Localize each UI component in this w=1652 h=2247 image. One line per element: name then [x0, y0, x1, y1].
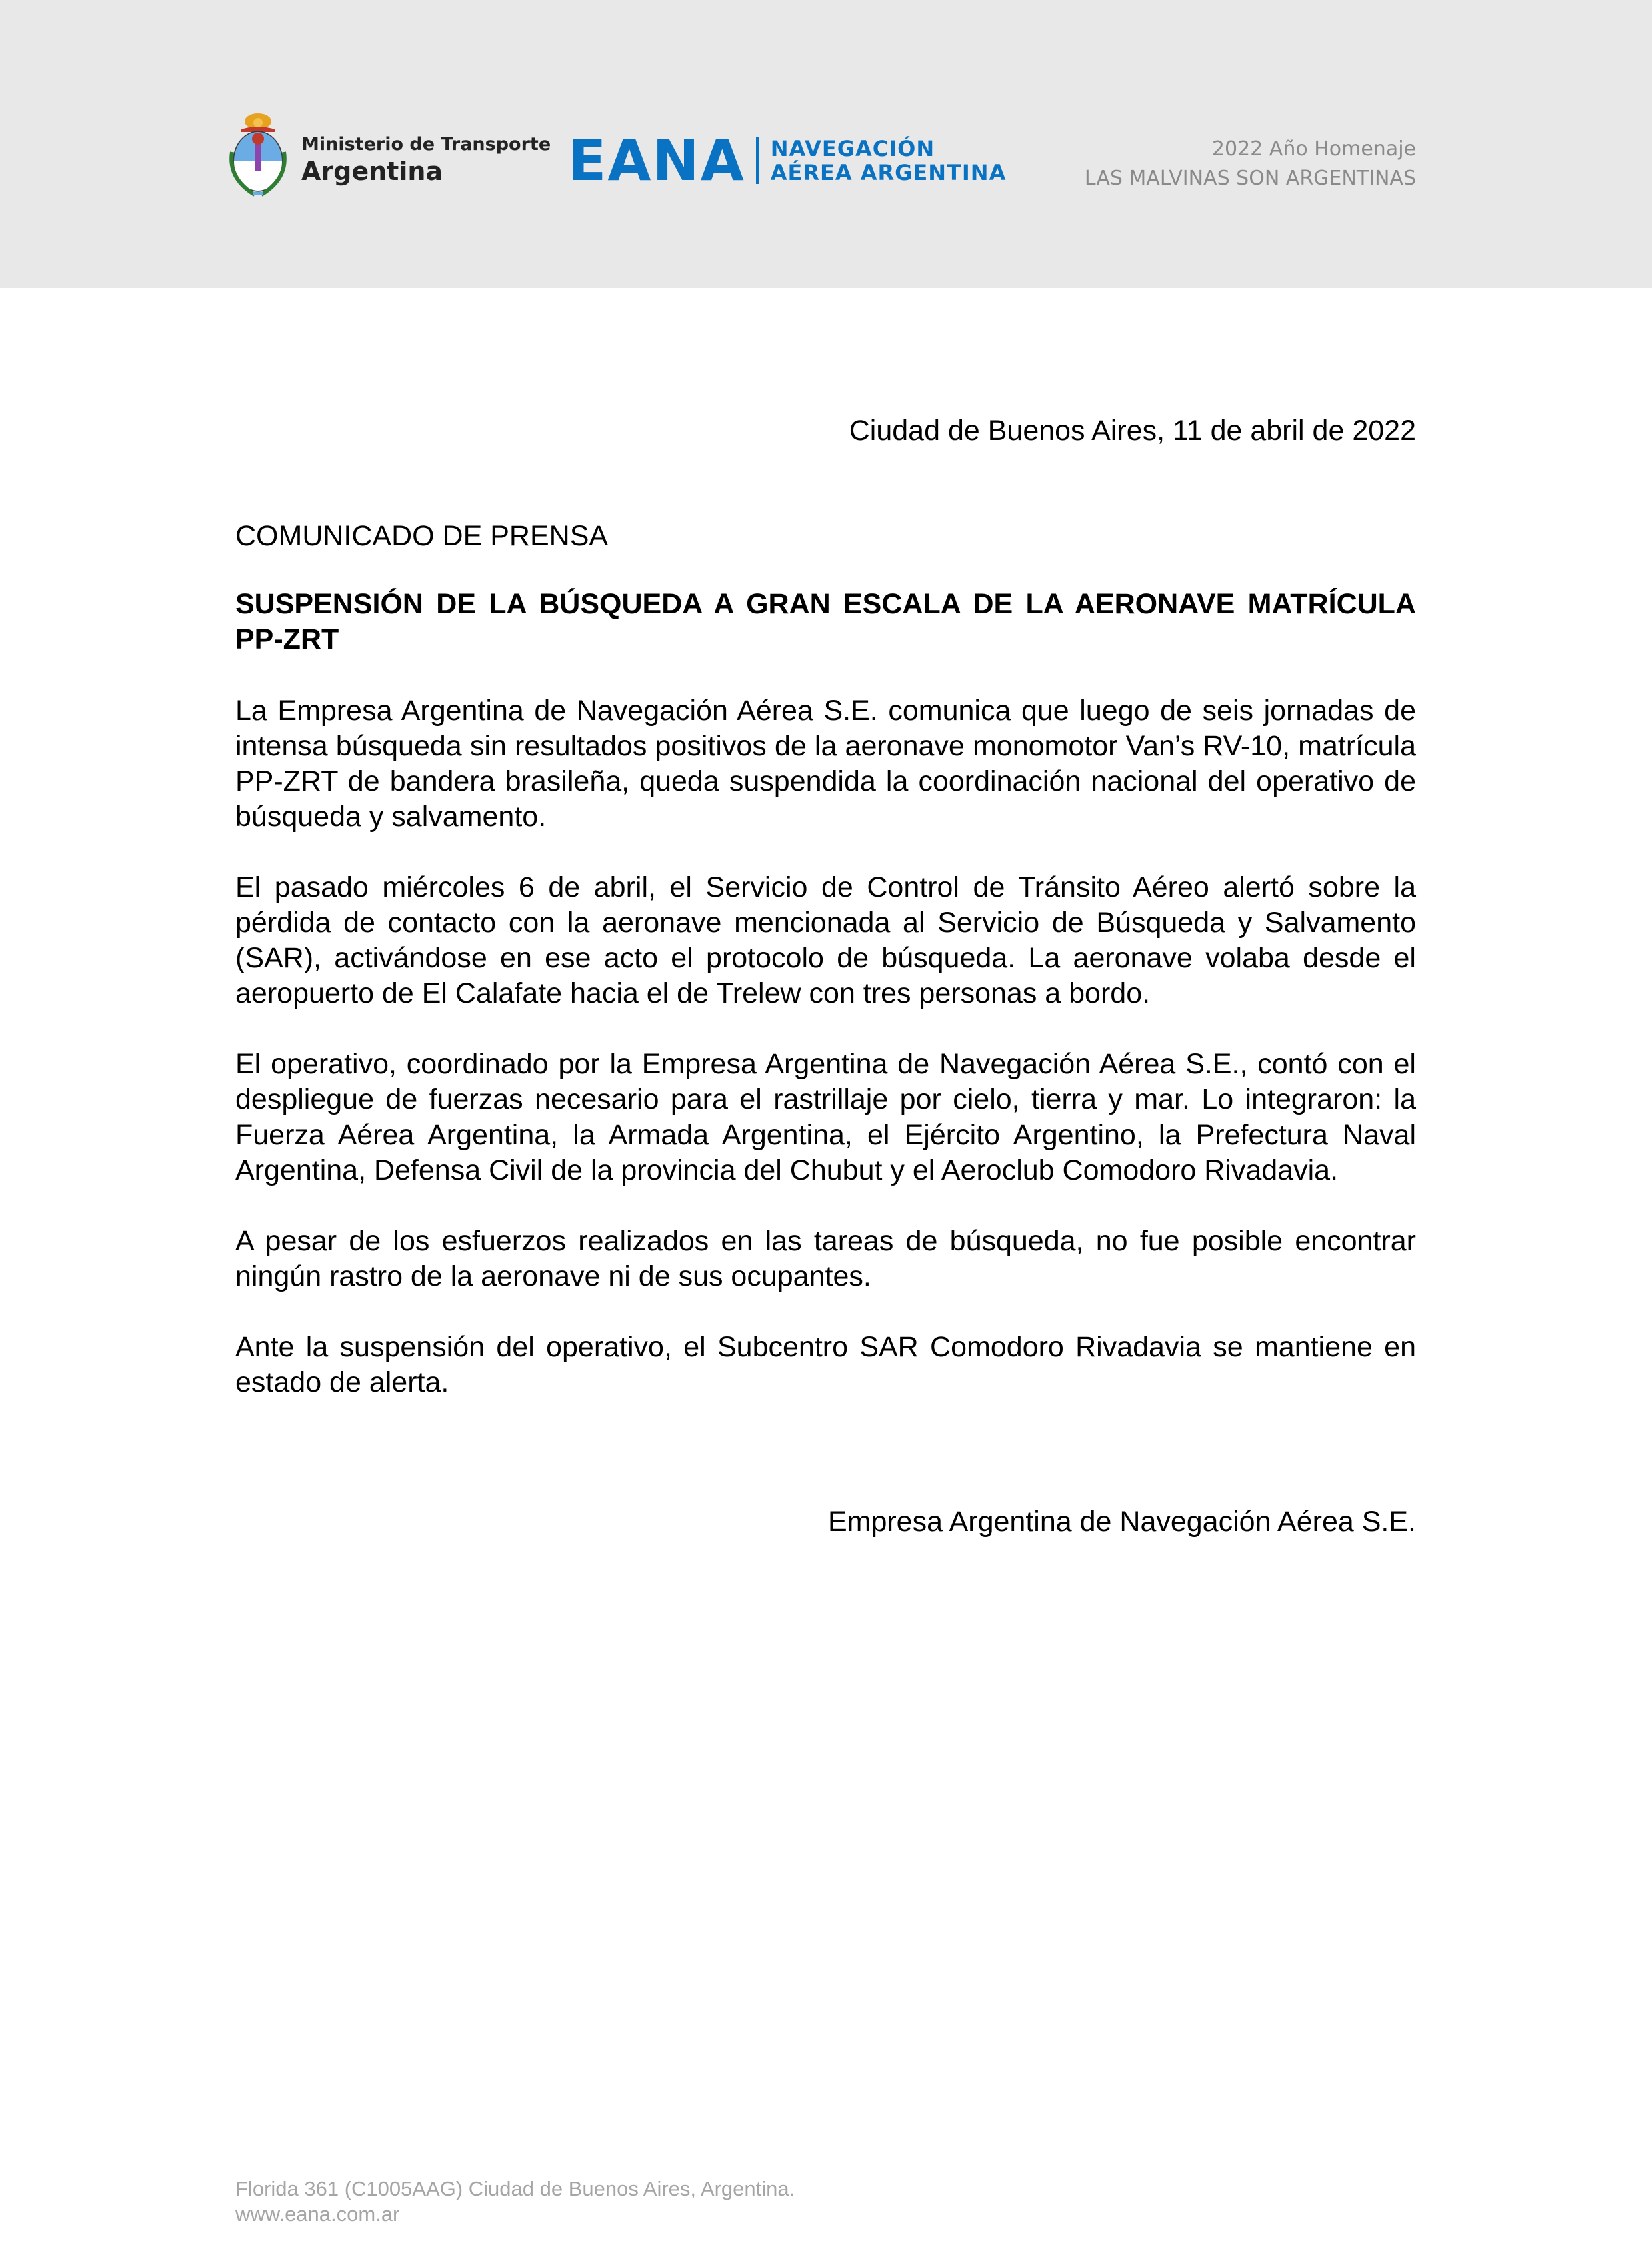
document-kind: COMUNICADO DE PRENSA: [235, 520, 609, 552]
footer-website[interactable]: www.eana.com.ar: [235, 2202, 400, 2226]
body-paragraph: El pasado miércoles 6 de abril, el Servicio de Control de Tránsito Aéreo alertó sobre la pérdida de contacto con la aeronave mencionada al Servicio de Búsqueda y Salvamento (SAR), activándose en ese acto el protocolo de búsqueda. La aeronave volaba desde el aeropuerto de El Calafate hacia el de Trelew con tres personas a bordo.: [235, 871, 1416, 1009]
ministry-logo: [301, 133, 551, 187]
body-paragraph: El operativo, coordinado por la Empresa Argentina de Navegación Aérea S.E., contó con el despliegue de fuerzas necesario para el rastrillaje por cielo, tierra y mar. Lo integraron: la Fuerza Aérea Argentina, la Armada Argentina, el Ejército Argentino, la Prefectura Naval Argentina, Defensa Civil de la provincia del Chubut y el Aeroclub Comodoro Rivadavia.: [235, 1048, 1416, 1186]
body-paragraph: La Empresa Argentina de Navegación Aérea S.E. comunica que luego de seis jornadas de intensa búsqueda sin resultados positivos de la aeronave monomotor Van’s RV-10, matrícula PP-ZRT de bandera brasileña, queda suspendida la coordinación nacional del operativo de búsqueda y salvamento.: [235, 695, 1416, 833]
eana-subtitle-line2: AÉREA ARGENTINA: [770, 160, 1007, 185]
footer: [235, 2176, 795, 2227]
eana-subtitle: [771, 137, 1007, 185]
press-headline: SUSPENSIÓN DE LA BÚSQUEDA A GRAN ESCALA DE LA AERONAVE MATRÍCULA PP-ZRT: [235, 588, 1416, 655]
ministry-line2: Argentina: [301, 157, 443, 186]
body-paragraph: A pesar de los esfuerzos realizados en las tareas de búsqueda, no fue posible encontrar ningún rastro de la aeronave ni de sus ocupantes.: [235, 1225, 1416, 1292]
eana-divider: [756, 137, 759, 184]
motto-line2: LAS MALVINAS SON ARGENTINAS: [1084, 167, 1416, 190]
coat-of-arms-icon: [228, 112, 288, 200]
letterhead: [0, 0, 1652, 288]
eana-subtitle-line1: NAVEGACIÓN: [770, 136, 935, 161]
motto-line1: 2022 Año Homenaje: [1211, 137, 1416, 161]
footer-address: Florida 361 (C1005AAG) Ciudad de Buenos Aires, Argentina.: [235, 2177, 795, 2200]
letter-body: [235, 693, 1416, 1436]
year-motto: [1085, 135, 1416, 193]
signature: Empresa Argentina de Navegación Aérea S.E.: [827, 1506, 1416, 1538]
eana-wordmark: EANA: [568, 128, 745, 193]
ministry-line1: Ministerio de Transporte: [301, 134, 551, 155]
letter-date: Ciudad de Buenos Aires, 11 de abril de 2022: [849, 415, 1416, 447]
eana-logo: [568, 128, 1007, 193]
body-paragraph: Ante la suspensión del operativo, el Subcentro SAR Comodoro Rivadavia se mantiene en estado de alerta.: [235, 1331, 1416, 1398]
